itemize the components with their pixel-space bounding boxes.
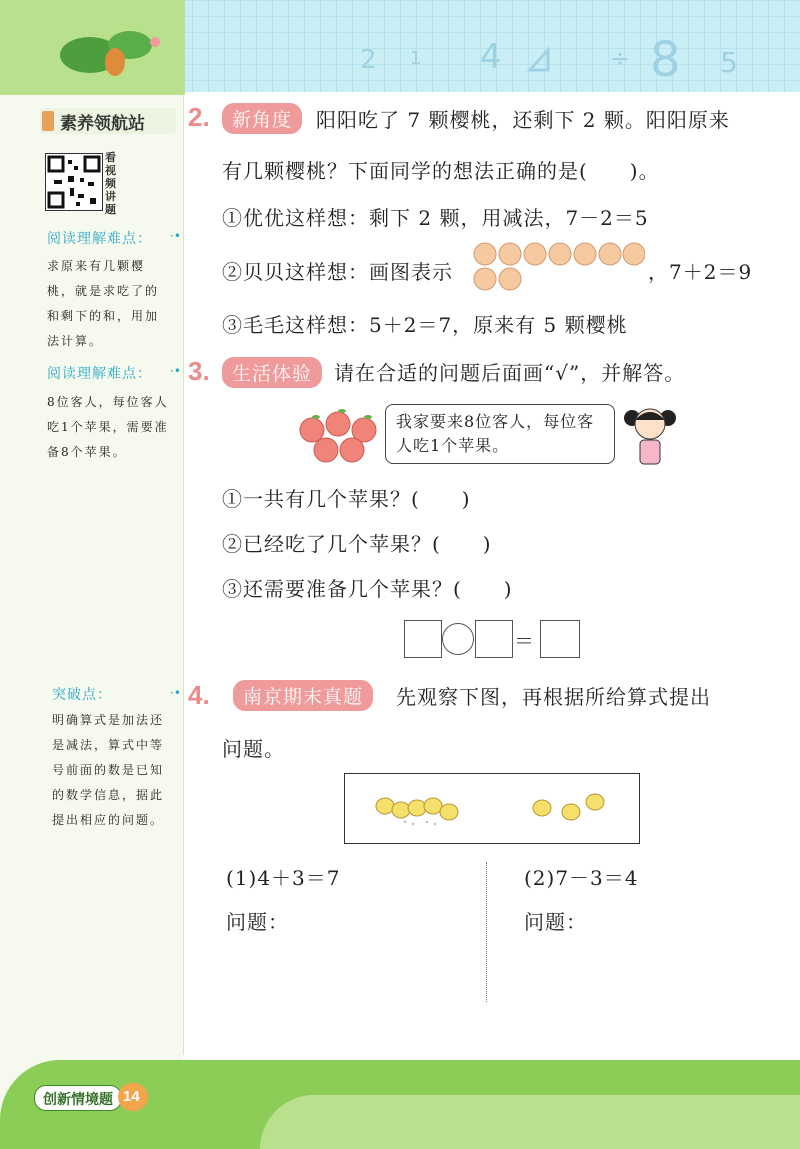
sidebar-title-badge [40,108,176,134]
girl-illustration [622,400,678,470]
problem-3-question-3: ③还需要准备几个苹果？( ) [222,577,513,601]
cherry-diagram [473,242,645,292]
footer-label: 创新情境题 [43,1091,113,1107]
dot-connector-3: ·• [170,686,181,700]
lighthouse-icon [42,111,54,131]
sidebar-note-tag-2: 阅读理解难点： [47,365,152,381]
problem-2-option-2-prefix: ②贝贝这样想：画图表示 [222,260,453,284]
problem-4-stem-line2: 问题。 [222,737,285,761]
footer-label-badge [34,1085,122,1111]
svg-text:÷: ÷ [610,44,631,72]
problem-4-equation-2: (2)7－3＝4 [524,866,639,890]
equals-sign: ＝ [514,629,535,653]
problem-3-number: 3. [188,356,210,386]
sidebar-divider [183,95,184,1055]
svg-text:1: 1 [410,48,422,69]
problem-2-option-1: ①优优这样想：剩下 2 颗，用减法，7－2＝5 [222,206,649,230]
page-number-badge [118,1083,148,1111]
problem-2-number: 2. [188,102,210,132]
sidebar-note-text-1: 求原来有几颗樱桃，就是求吃了的和剩下的和，用加法计算。 [47,259,160,348]
speech-text: 我家要来8位客人，每位客人吃1个苹果。 [396,412,595,455]
problem-4-number: 4. [188,680,210,710]
problem-2-option-3: ③毛毛这样想：5＋2＝7，原来有 5 颗樱桃 [222,313,628,337]
svg-text:4: 4 [480,37,502,77]
operator-circle[interactable] [442,623,474,655]
chicks-picture-frame [344,773,640,844]
answer-box-2[interactable] [475,620,513,658]
dot-connector-1: ·• [170,229,181,243]
problem-3-question-2: ②已经吃了几个苹果？( ) [222,532,492,556]
problem-2-option-2-suffix: ，7＋2＝9 [648,260,753,284]
problem-4-equation-1: (1)4＋3＝7 [226,866,341,890]
sidebar-note-text-2: 8位客人，每位客人吃1个苹果，需要准备8个苹果。 [47,395,169,459]
qr-label: 看视频讲题 [105,152,116,216]
problem-3-question-1: ①一共有几个苹果？( ) [222,487,471,511]
svg-text:2: 2 [360,45,377,75]
problem-2-stem-line1: 阳阳吃了 7 颗樱桃，还剩下 2 颗。阳阳原来 [316,108,730,132]
problem-2-stem-line2: 有几颗樱桃？下面同学的想法正确的是( )。 [222,159,660,183]
problem-2-tag: 新角度 [222,103,302,134]
svg-text:8: 8 [650,32,681,80]
problem-4-question-label-2: 问题： [524,910,587,934]
sidebar-title: 素养领航站 [60,114,145,133]
svg-text:5: 5 [720,46,738,79]
answer-box-3[interactable] [540,620,580,658]
qr-code[interactable] [45,153,103,211]
footer-hill-light [260,1095,800,1149]
sidebar-note-tag-1: 阅读理解难点： [47,230,152,246]
problem-4-question-label-1: 问题： [226,910,289,934]
sidebar-note-text-3: 明确算式是加法还是减法，算式中等号前面的数是已知的数学信息，据此提出相应的问题。 [52,713,165,827]
header-leaf-decoration [0,0,185,95]
problem-4-tag: 南京期末真题 [233,680,373,711]
header-decorative-numbers [300,20,780,80]
problem-4-stem-line1: 先观察下图，再根据所给算式提出 [396,685,711,709]
column-divider [486,862,487,1002]
answer-box-1[interactable] [404,620,442,658]
speech-bubble [385,404,615,464]
problem-3-stem: 请在合适的问题后面画“√”，并解答。 [334,361,686,385]
sidebar-note-tag-3: 突破点： [52,686,112,702]
dot-connector-2: ·• [170,364,181,378]
page-number: 14 [123,1088,140,1105]
apples-illustration [298,408,380,466]
problem-3-tag: 生活体验 [222,357,322,388]
